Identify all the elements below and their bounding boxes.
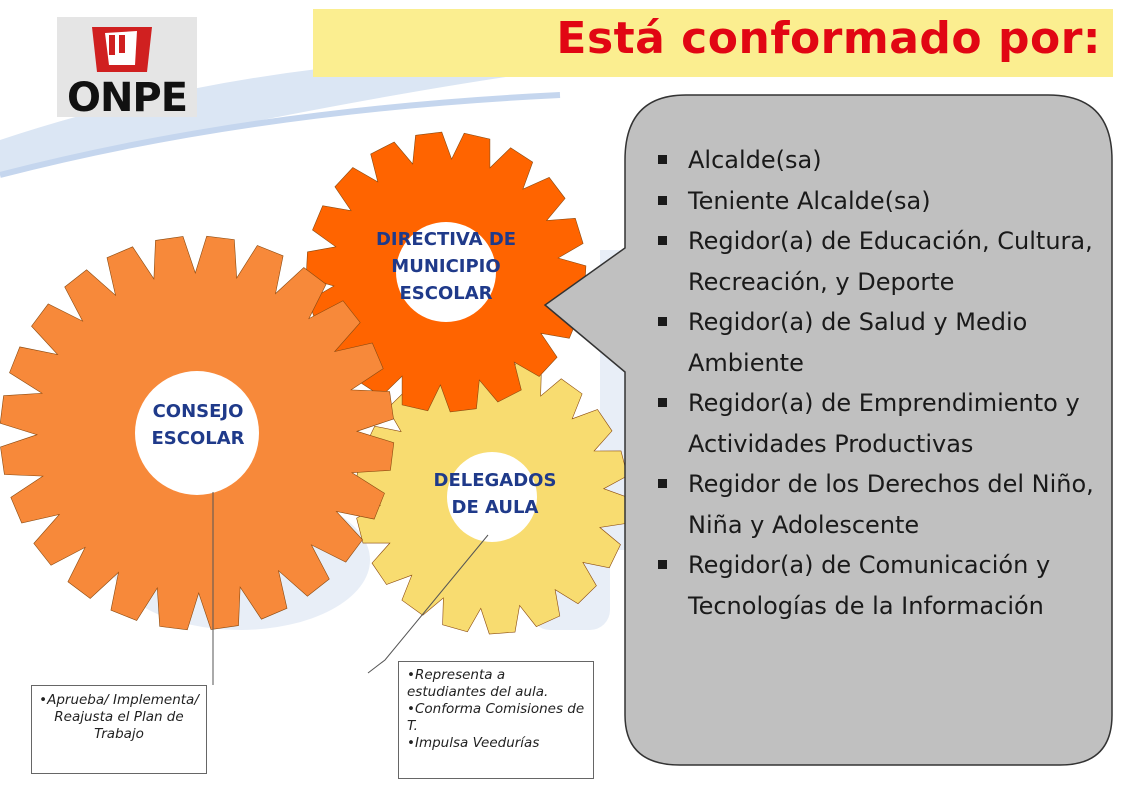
members-list (652, 140, 1108, 626)
note-delegados-line: •Representa a estudiantes del aula. (407, 667, 549, 700)
gear-consejo-line: CONSEJO (152, 401, 244, 422)
gear-directiva-line: DIRECTIVA DE (375, 229, 517, 250)
list-item (652, 140, 1108, 181)
list-item-text: Alcalde(sa) (688, 146, 822, 174)
gear-consejo-line: ESCOLAR (151, 428, 245, 449)
gear-directiva-line: ESCOLAR (399, 283, 493, 304)
note-delegados (398, 661, 594, 779)
list-item (652, 545, 1108, 626)
list-item (652, 464, 1108, 545)
list-item (652, 181, 1108, 222)
gear-consejo-label (98, 398, 298, 452)
note-delegados-line: •Impulsa Veedurías (407, 735, 540, 751)
bullet-icon (658, 196, 667, 205)
list-item-text: Regidor(a) de Educación, Cultura, Recreación, y Deporte (688, 227, 1093, 296)
note-consejo (31, 685, 207, 774)
bullet-icon (658, 155, 667, 164)
list-item-text: Regidor(a) de Comunicación y Tecnologías de la Información (688, 551, 1051, 620)
list-item (652, 383, 1108, 464)
bullet-icon (658, 479, 667, 488)
gear-delegados-line: DELEGADOS (433, 470, 557, 491)
gear-directiva-line: MUNICIPIO (391, 256, 501, 277)
list-item (652, 221, 1108, 302)
list-item-text: Regidor(a) de Salud y Medio Ambiente (688, 308, 1028, 377)
gear-directiva-label (331, 226, 561, 307)
list-item (652, 302, 1108, 383)
bullet-icon (658, 560, 667, 569)
gear-delegados-label (395, 467, 595, 521)
logo-text: ONPE (66, 75, 188, 121)
bullet-icon (658, 236, 667, 245)
list-item-text: Regidor de los Derechos del Niño, Niña y Adolescente (688, 470, 1094, 539)
gear-delegados-line: DE AULA (451, 497, 539, 518)
page-title: Está conformado por: (556, 13, 1101, 64)
bullet-icon (658, 317, 667, 326)
list-item-text: Teniente Alcalde(sa) (688, 186, 931, 215)
note-consejo-text: •Aprueba/ Implementa/ Reajusta el Plan de Trabajo (39, 692, 199, 742)
list-item-text: Regidor(a) de Emprendimiento y Actividades Productivas (688, 389, 1080, 458)
bullet-icon (658, 398, 667, 407)
note-delegados-line: •Conforma Comisiones de T. (407, 701, 585, 734)
